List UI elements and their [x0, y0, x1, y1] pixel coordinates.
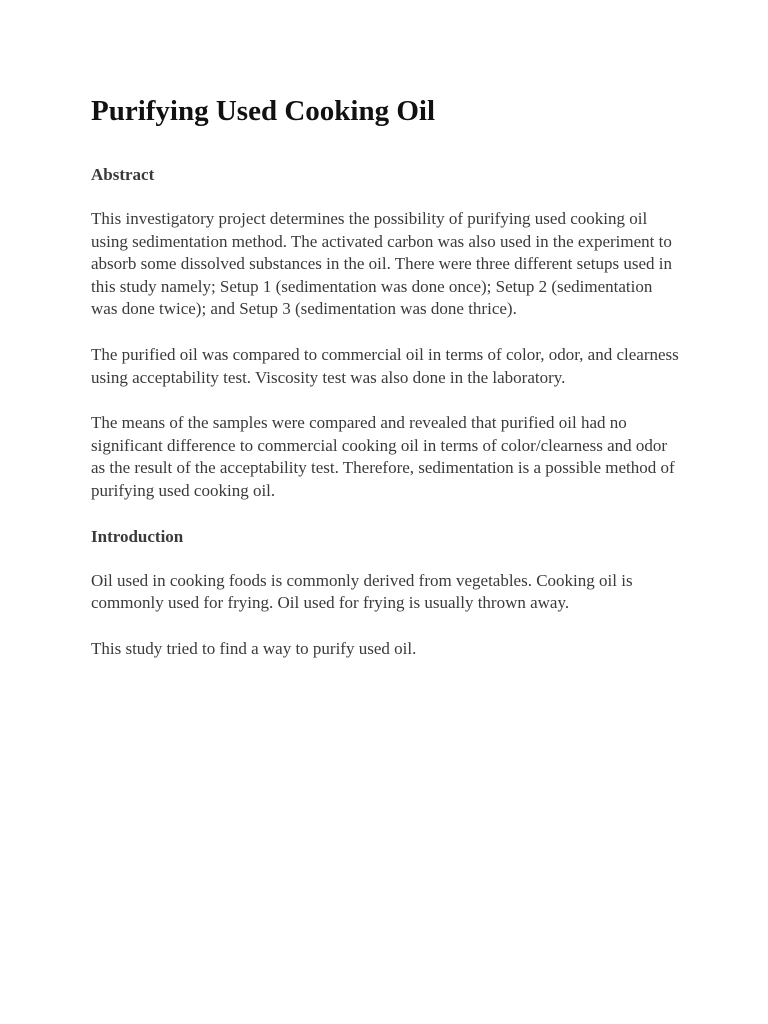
- section-abstract: [91, 164, 681, 503]
- abstract-paragraph: The means of the samples were compared and revealed that purified oil had no significant difference to commercial cooking oil in terms of color/clearness and odor as the result of the acceptability test. Therefore, sedimentation is a possible method of purifying used cooking oil.: [91, 413, 675, 500]
- abstract-paragraph: This investigatory project determines the possibility of purifying used cooking oil using sedimentation method. The activated carbon was also used in the experiment to absorb some dissolved substances in the oil. There were three different setups used in this study namely; Setup 1 (sedimentation was done once); Setup 2 (sedimentation was done twice); and Setup 3 (sedimentation was done thrice).: [91, 209, 673, 319]
- section-introduction: [91, 526, 681, 661]
- section-heading-introduction: Introduction: [91, 526, 184, 546]
- abstract-paragraph: The purified oil was compared to commercial oil in terms of color, odor, and clearness using acceptability test. Viscosity test was also done in the laboratory.: [91, 344, 679, 387]
- document-page: [91, 92, 681, 683]
- section-heading-abstract: Abstract: [91, 165, 155, 184]
- page-title: Purifying Used Cooking Oil: [91, 95, 436, 127]
- introduction-paragraph: This study tried to find a way to purify used oil.: [91, 638, 417, 658]
- introduction-paragraph: Oil used in cooking foods is commonly derived from vegetables. Cooking oil is commonly used for frying. Oil used for frying is usually thrown away.: [91, 570, 633, 613]
